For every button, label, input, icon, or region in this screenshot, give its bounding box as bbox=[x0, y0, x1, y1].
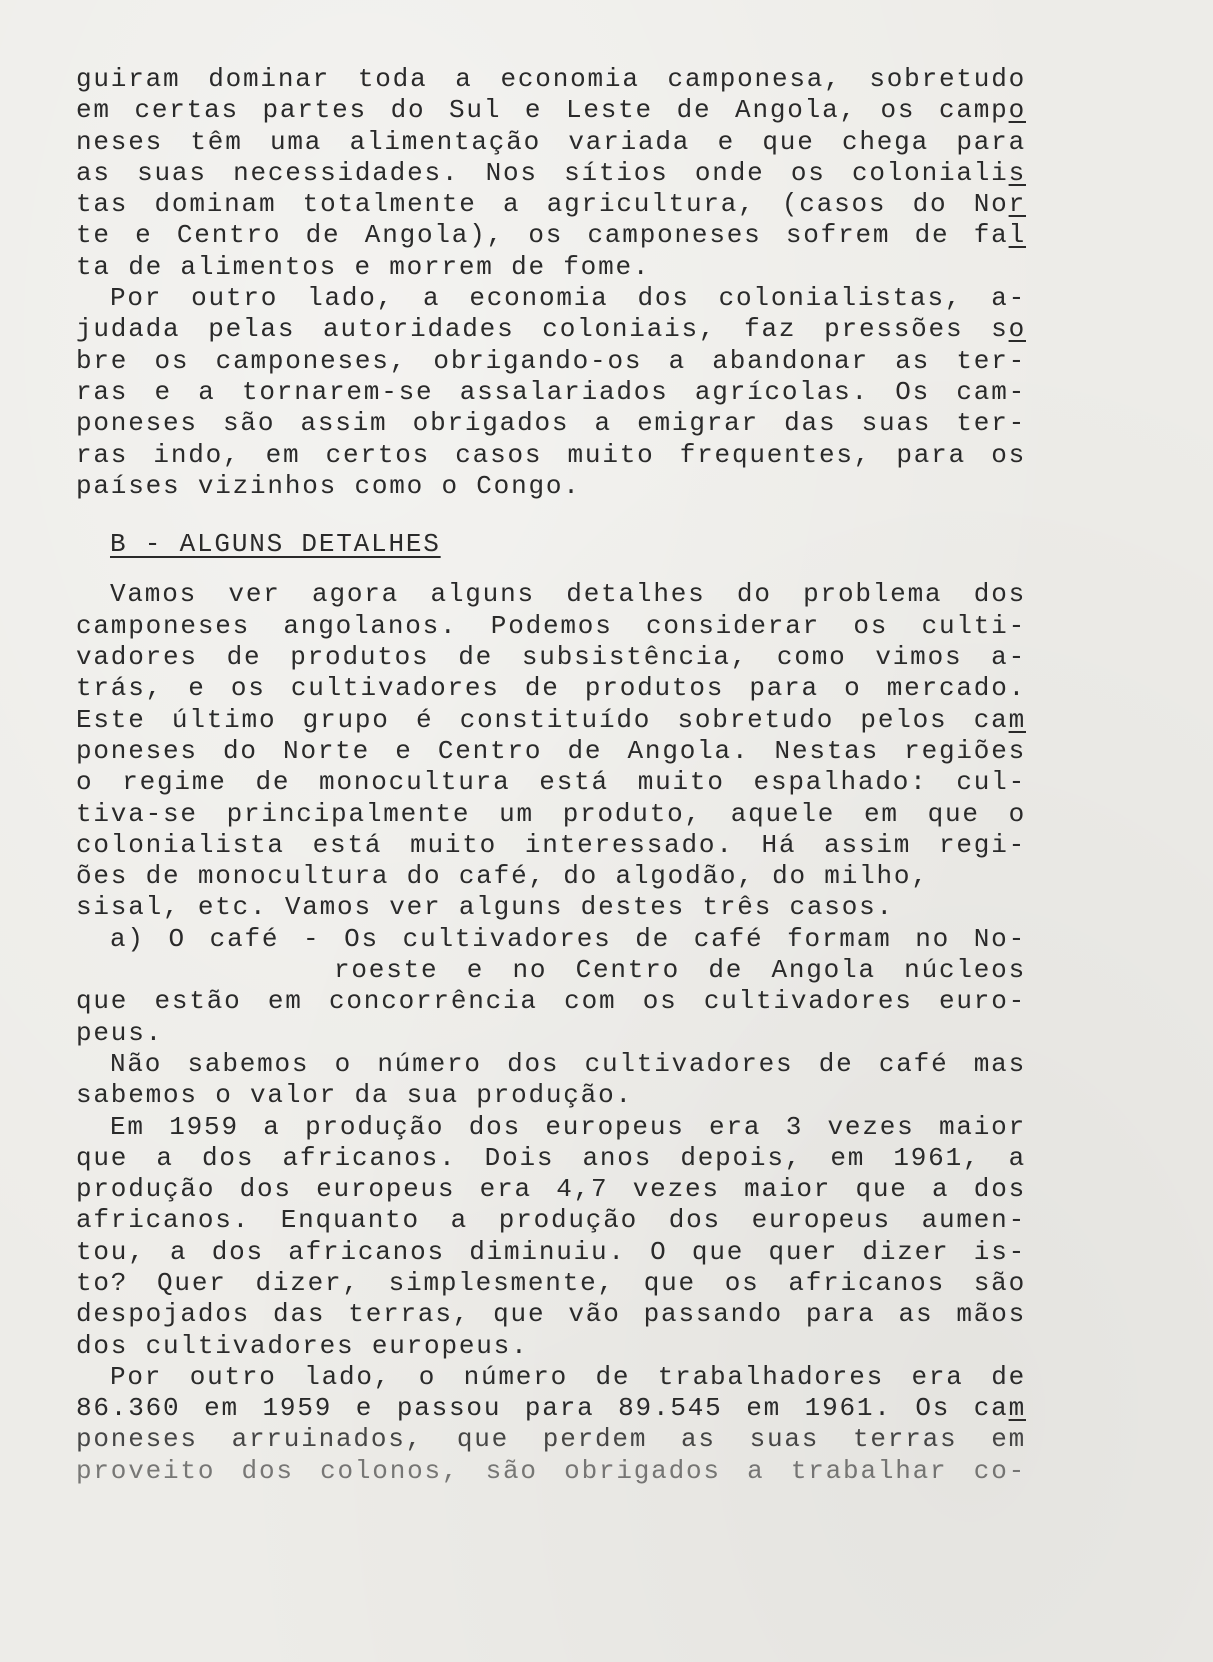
text-line: Por outro lado, o número de trabalhadores era de bbox=[110, 1361, 1026, 1392]
text-line: ta de alimentos e morrem de fome. bbox=[76, 251, 651, 282]
text-line: judada pelas autoridades coloniais, faz pressões so bbox=[76, 314, 1026, 345]
hyphenation-mark: o bbox=[1008, 314, 1026, 345]
hyphenation-mark: r bbox=[1008, 189, 1026, 220]
text-line: sisal, etc. Vamos ver alguns destes três casos. bbox=[76, 892, 894, 923]
text-line: sabemos o valor da sua produção. bbox=[76, 1080, 633, 1111]
text-line: Vamos ver agora alguns detalhes do problema dos bbox=[110, 579, 1026, 610]
section-heading-text: B - ALGUNS DETALHES bbox=[110, 529, 441, 560]
text-line: a) O café - Os cultivadores de café formam no No- bbox=[110, 923, 1026, 954]
text-line: Este último grupo é constituído sobretudo pelos cam bbox=[76, 704, 1026, 735]
text-line: países vizinhos como o Congo. bbox=[76, 470, 581, 501]
text-line: ras indo, em certos casos muito frequentes, para os bbox=[76, 439, 1026, 470]
text-line: guiram dominar toda a economia camponesa, sobretudo bbox=[76, 64, 1026, 94]
text-line: despojados das terras, que vão passando para as mãos bbox=[76, 1299, 1026, 1330]
text-line: que a dos africanos. Dois anos depois, em 1961, a bbox=[76, 1142, 1026, 1173]
typewritten-text bbox=[76, 64, 1026, 1487]
text-line: em certas partes do Sul e Leste de Angola, os campo bbox=[76, 95, 1026, 126]
text-line: produção dos europeus era 4,7 vezes maior que a dos bbox=[76, 1174, 1026, 1205]
text-line: colonialista está muito interessado. Há assim regi- bbox=[76, 829, 1026, 860]
text-line: dos cultivadores europeus. bbox=[76, 1330, 529, 1361]
text-line: to? Quer dizer, simplesmente, que os africanos são bbox=[76, 1267, 1026, 1298]
text-line: Por outro lado, a economia dos colonialistas, a- bbox=[110, 283, 1026, 314]
text-line: vadores de produtos de subsistência, como vimos a- bbox=[76, 642, 1026, 673]
text-line: camponeses angolanos. Podemos considerar os culti- bbox=[76, 610, 1026, 641]
text-line: peus. bbox=[76, 1017, 164, 1048]
text-line: 86.360 em 1959 e passou para 89.545 em 1961. Os cam bbox=[76, 1393, 1026, 1424]
text-line: Não sabemos o número dos cultivadores de café mas bbox=[110, 1048, 1026, 1079]
text-line: o regime de monocultura está muito espalhado: cul- bbox=[76, 767, 1026, 798]
text-line: tiva-se principalmente um produto, aquele em que o bbox=[76, 798, 1026, 829]
hyphenation-mark: o bbox=[1008, 95, 1026, 126]
hyphenation-mark: m bbox=[1008, 1393, 1026, 1424]
section-heading bbox=[76, 529, 1026, 560]
text-line: te e Centro de Angola), os camponeses sofrem de fal bbox=[76, 220, 1026, 251]
text-line: neses têm uma alimentação variada e que chega para bbox=[76, 126, 1026, 157]
text-line: trás, e os cultivadores de produtos para o mercado. bbox=[76, 673, 1026, 704]
text-line: bre os camponeses, obrigando-os a abandonar as ter- bbox=[76, 345, 1026, 376]
text-line: as suas necessidades. Nos sítios onde os colonialis bbox=[76, 157, 1026, 188]
text-line: Em 1959 a produção dos europeus era 3 vezes maior bbox=[110, 1111, 1026, 1142]
text-line: africanos. Enquanto a produção dos europeus aumen- bbox=[76, 1205, 1026, 1236]
text-line: que estão em concorrência com os cultivadores euro- bbox=[76, 986, 1026, 1017]
text-line: ras e a tornarem-se assalariados agrícolas. Os cam- bbox=[76, 376, 1026, 407]
hyphenation-mark: l bbox=[1008, 220, 1026, 251]
text-line: poneses são assim obrigados a emigrar das suas ter- bbox=[76, 408, 1026, 439]
hyphenation-mark: m bbox=[1008, 704, 1026, 735]
text-line: roeste e no Centro de Angola núcleos bbox=[334, 955, 1026, 986]
text-line: poneses arruinados, que perdem as suas terras em bbox=[76, 1424, 1026, 1455]
text-line: tas dominam totalmente a agricultura, (casos do Nor bbox=[76, 189, 1026, 220]
text-line: poneses do Norte e Centro de Angola. Nestas regiões bbox=[76, 735, 1026, 766]
text-line: proveito dos colonos, são obrigados a trabalhar co- bbox=[76, 1455, 1026, 1486]
text-line: tou, a dos africanos diminuiu. O que quer dizer is- bbox=[76, 1236, 1026, 1267]
text-line: ões de monocultura do café, do algodão, do milho, bbox=[76, 861, 929, 892]
hyphenation-mark: s bbox=[1008, 157, 1026, 188]
